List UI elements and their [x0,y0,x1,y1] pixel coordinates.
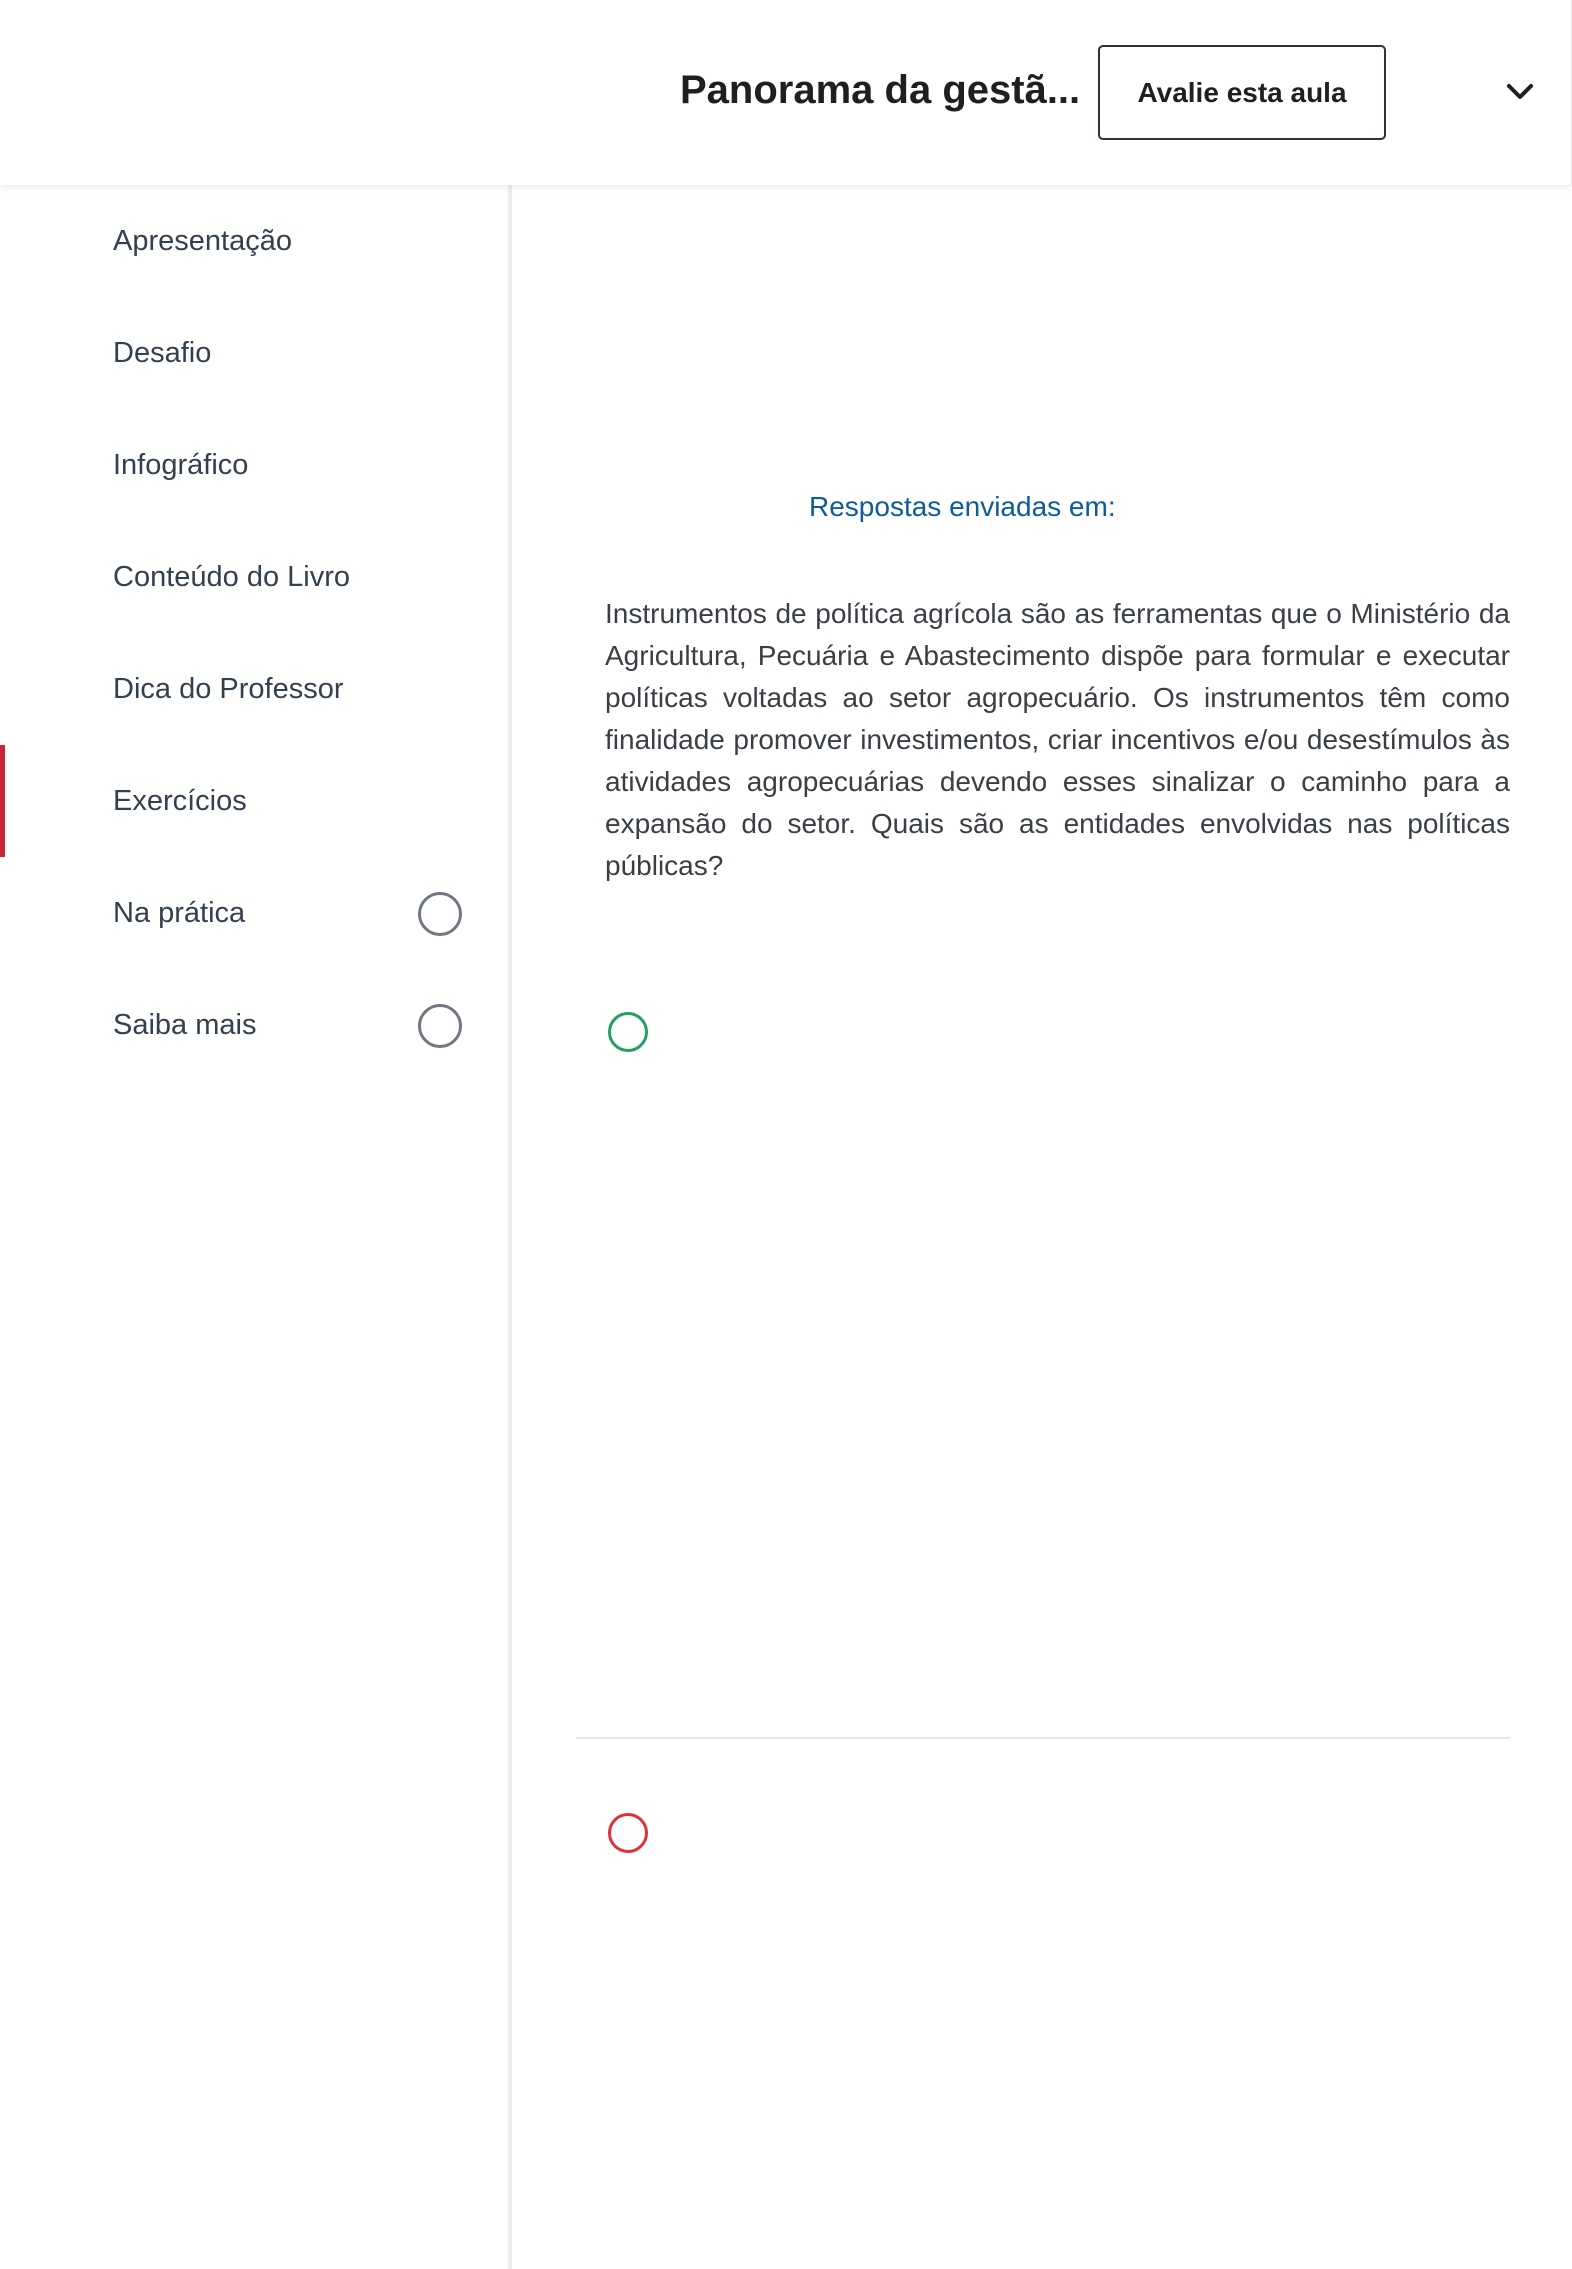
submitted-answers-label: Respostas enviadas em: [809,491,1116,522]
sidebar-item-label: Desafio [113,337,212,369]
sidebar-item-infografico[interactable] [0,409,508,521]
sidebar-item-label: Infográfico [113,449,249,481]
incomplete-status-icon [418,1004,462,1048]
divider [576,1737,1510,1739]
sidebar-item-exercicios[interactable] [0,745,508,857]
top-header [0,0,1572,185]
lesson-sidebar [0,185,512,2269]
sidebar-item-label: Na prática [113,897,246,929]
incomplete-status-icon [418,892,462,936]
sidebar-item-label: Conteúdo do Livro [113,561,350,593]
sidebar-item-label: Exercícios [113,785,247,817]
sidebar-item-na-pratica[interactable] [0,857,508,969]
lesson-title: Panorama da gestã... [680,68,1081,112]
header-dropdown-toggle[interactable] [1500,72,1540,112]
sidebar-item-label: Dica do Professor [113,673,344,705]
chevron-down-icon [1500,72,1540,112]
exercise-content [516,185,1572,2269]
sidebar-item-desafio[interactable] [0,297,508,409]
sidebar-item-saiba-mais[interactable] [0,969,508,1081]
sidebar-item-dica-do-professor[interactable] [0,633,508,745]
correct-option-radio[interactable] [608,1012,648,1052]
sidebar-item-label: Apresentação [113,225,292,257]
sidebar-item-apresentacao[interactable] [0,185,508,297]
question-text: Instrumentos de política agrícola são as ferramentas que o Ministério da Agricultura, Pecuária e Abastecimento dispõe para formular e executar políticas voltadas ao setor agropecuário. Os instrumentos têm como finalidade promover investimentos, criar incentivos e/ou desestímulos às atividades agropecuárias devendo esses sinalizar o caminho para a expansão do setor. Quais são as entidades envolvidas nas políticas públicas? [605,598,1510,881]
rate-lesson-button[interactable]: Avalie esta aula [1098,45,1386,140]
sidebar-item-label: Saiba mais [113,1009,257,1041]
sidebar-item-conteudo-do-livro[interactable] [0,521,508,633]
wrong-option-radio[interactable] [608,1813,648,1853]
